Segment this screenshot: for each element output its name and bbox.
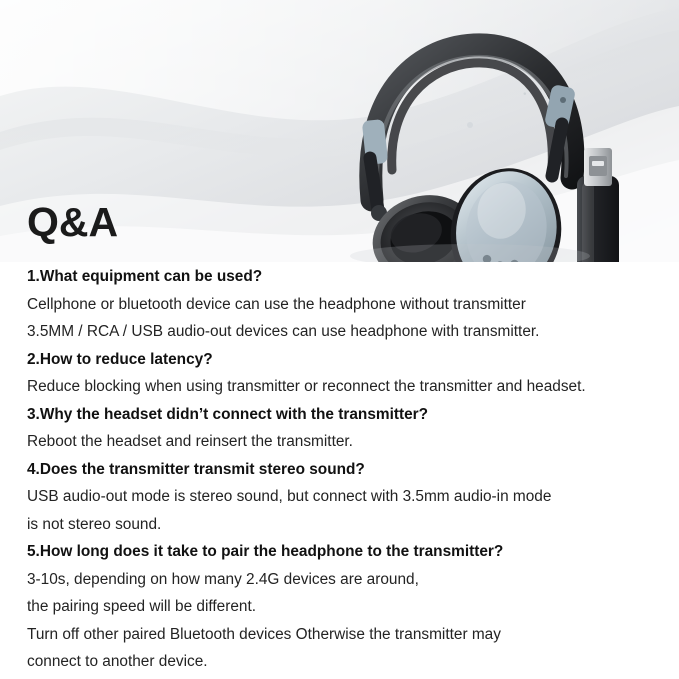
faq-answer: is not stereo sound. <box>27 515 162 533</box>
faq-answer: 3.5MM / RCA / USB audio-out devices can use headphone with transmitter. <box>27 323 540 340</box>
faq-question: 3.Why the headset didn’t connect with the transmitter? <box>27 405 429 423</box>
faq-text-block <box>27 263 659 676</box>
faq-answer: Reduce blocking when using transmitter or reconnect the transmitter and headset. <box>27 378 586 395</box>
page-title: Q&A <box>27 199 119 245</box>
faq-answer: Cellphone or bluetooth device can use the headphone without transmitter <box>27 295 526 313</box>
faq-question: 1.What equipment can be used? <box>27 268 263 285</box>
svg-text:●: ● <box>522 90 529 98</box>
faq-answer: the pairing speed will be different. <box>27 598 257 615</box>
faq-question: 2.How to reduce latency? <box>27 350 213 368</box>
faq-answer: Turn off other paired Bluetooth devices Otherwise the transmitter may <box>27 625 501 643</box>
faq-answer: connect to another device. <box>27 653 208 670</box>
faq-answer: Reboot the headset and reinsert the transmitter. <box>27 433 353 450</box>
faq-question: 5.How long does it take to pair the headphone to the transmitter? <box>27 543 504 560</box>
faq-answer: USB audio-out mode is stereo sound, but connect with 3.5mm audio-in mode <box>27 488 552 505</box>
faq-answer: 3-10s, depending on how many 2.4G devices are around, <box>27 570 419 588</box>
faq-question: 4.Does the transmitter transmit stereo sound? <box>27 460 365 478</box>
